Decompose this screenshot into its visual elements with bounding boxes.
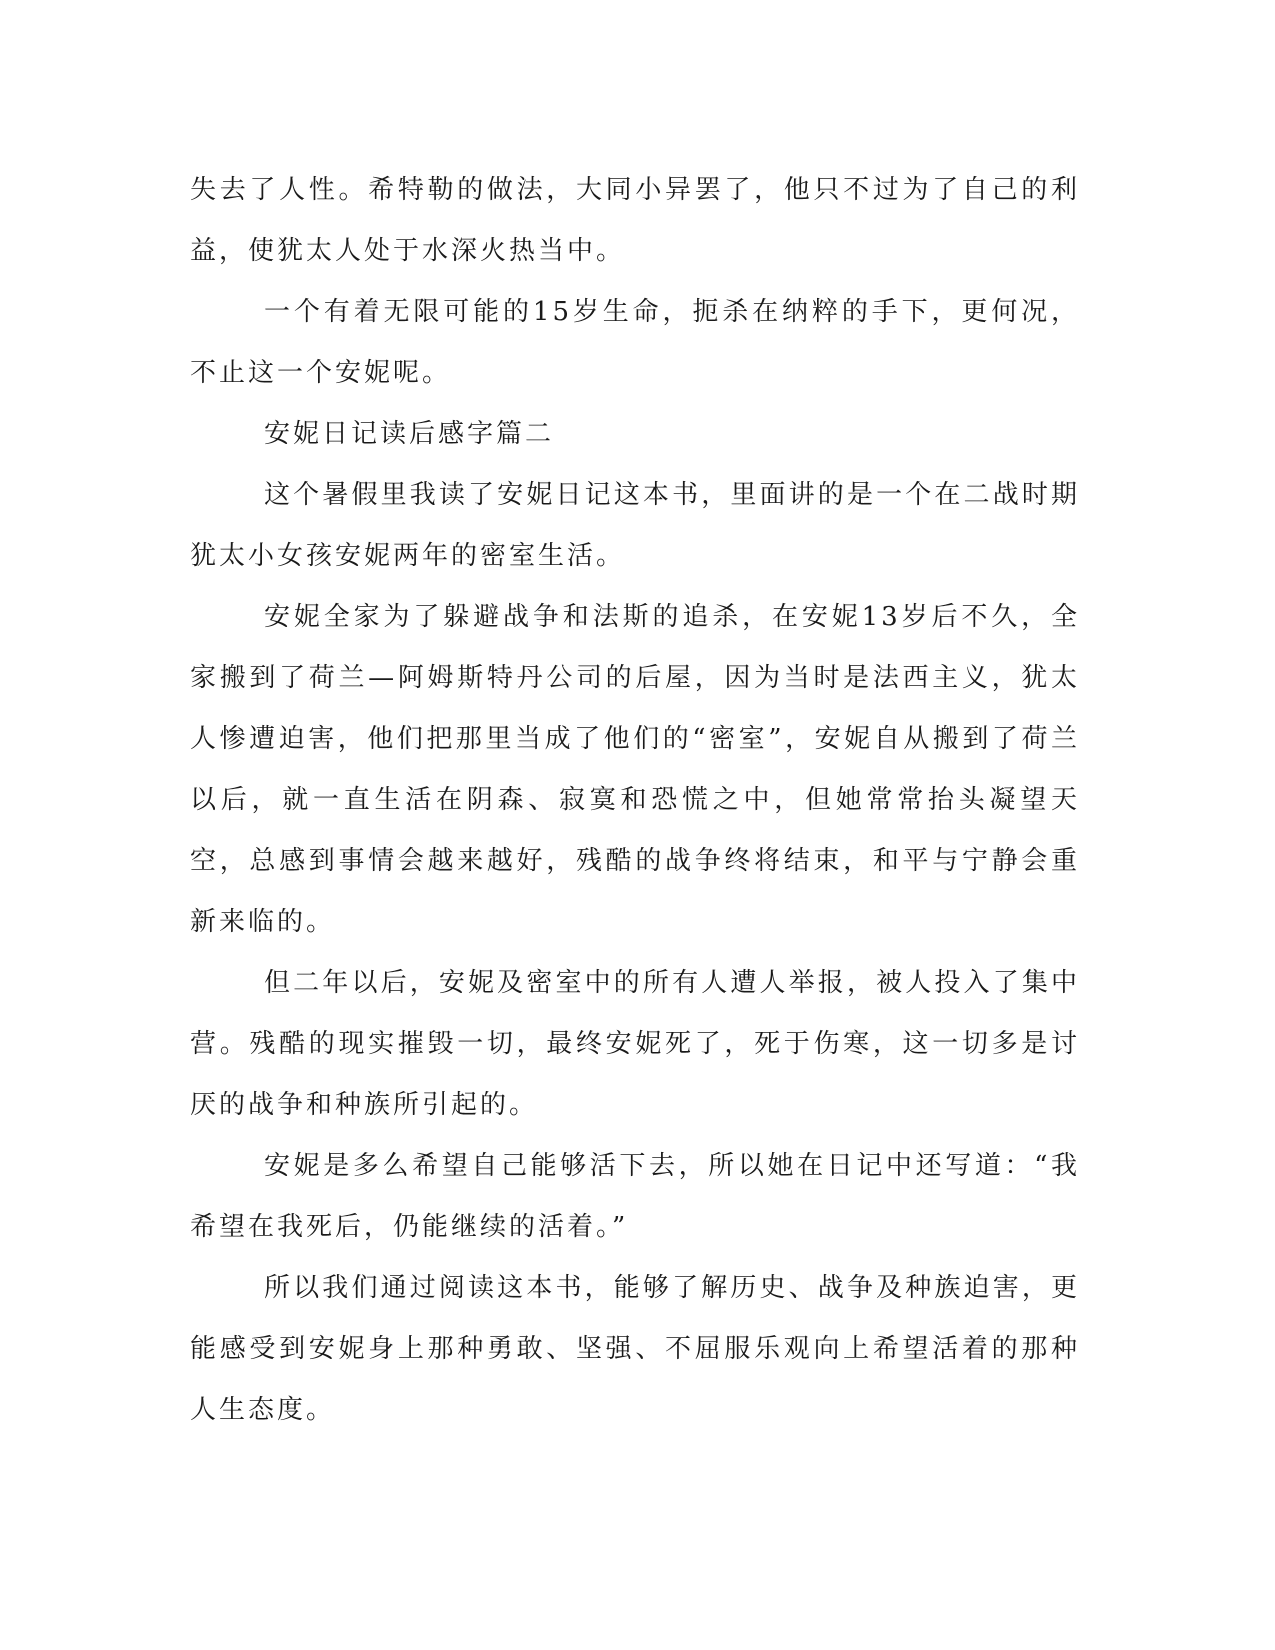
section-heading: 安妮日记读后感字篇二 xyxy=(264,419,555,449)
paragraph-continued: 失去了人性。希特勒的做法，大同小异罢了，他只不过为了自己的利益，使犹太人处于水深火热当中。 xyxy=(190,175,1080,266)
paragraph: 安妮全家为了躲避战争和法斯的追杀，在安妮13岁后不久，全家搬到了荷兰—阿姆斯特丹公司的后屋，因为当时是法西主义，犹太人惨遭迫害，他们把那里当成了他们的“密室”，安妮自从搬到了荷兰以后，就一直生活在阴森、寂寞和恐慌之中，但她常常抬头凝望天空，总感到事情会越来越好，残酷的战争终将结束，和平与宁静会重新来临的。 xyxy=(190,602,1080,937)
paragraph: 所以我们通过阅读这本书，能够了解历史、战争及种族迫害，更能感受到安妮身上那种勇敢、坚强、不屈服乐观向上希望活着的那种人生态度。 xyxy=(190,1273,1080,1425)
body-text xyxy=(190,160,1080,1441)
paragraph: 安妮是多么希望自己能够活下去，所以她在日记中还写道：“我希望在我死后，仍能继续的活着。” xyxy=(190,1151,1080,1242)
paragraph: 这个暑假里我读了安妮日记这本书，里面讲的是一个在二战时期犹太小女孩安妮两年的密室生活。 xyxy=(190,480,1080,571)
paragraph: 一个有着无限可能的15岁生命，扼杀在纳粹的手下，更何况，不止这一个安妮呢。 xyxy=(190,297,1080,388)
paragraph: 但二年以后，安妮及密室中的所有人遭人举报，被人投入了集中营。残酷的现实摧毁一切，最终安妮死了，死于伤寒，这一切多是讨厌的战争和种族所引起的。 xyxy=(190,968,1080,1120)
